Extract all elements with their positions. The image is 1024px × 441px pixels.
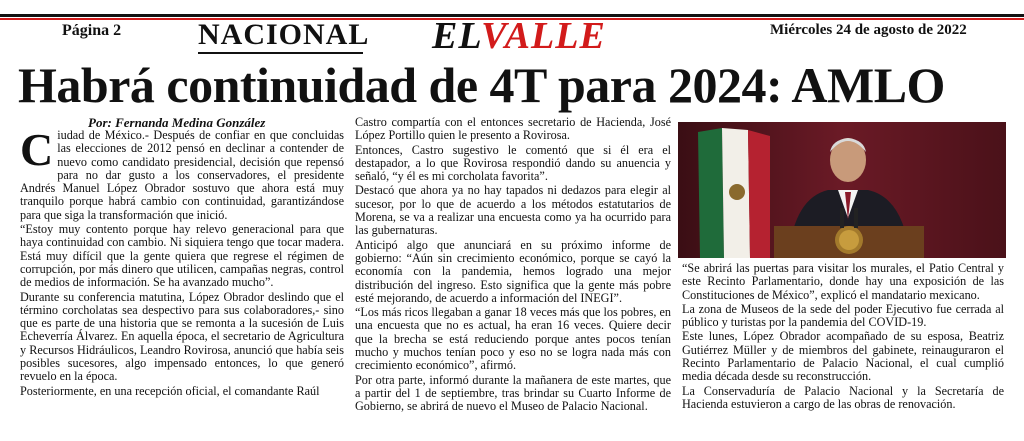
photo-illustration bbox=[678, 122, 1006, 258]
paragraph: Castro compartía con el entonces secretario de Hacienda, José López Portillo quien le presento a Rovirosa. bbox=[355, 115, 671, 143]
paragraph: Posteriormente, en una recepción oficial, el comandante Raúl bbox=[20, 383, 320, 398]
paragraph: Entonces, Castro sugestivo le comentó que si él era el destapador, a lo que Rovirosa respondió dando su anuencia y señaló, “y él es mi corcholata favorita”. bbox=[355, 142, 671, 184]
paragraph: “Estoy muy contento porque hay relevo generacional para que haya continuidad con cambio. Ni siquiera tengo que tocar madera. Está muy difícil que la gente quiera que regrese el régimen de corrupción, por más dinero que utilicen, campañas negras, control de medios de información. Se ha avanzado mucho”. bbox=[20, 222, 344, 290]
section-underline bbox=[198, 52, 363, 54]
paragraph: Destacó que ahora ya no hay tapados ni dedazos para elegir al sucesor, por lo que de acuerdo a los métodos estatutarios de Morena, se va a realizar una encuesta como ya ha ocurrido para las gubernaturas. bbox=[355, 183, 671, 238]
article-column-1 bbox=[20, 124, 344, 399]
article-column-2 bbox=[355, 116, 671, 415]
article-photo bbox=[678, 122, 1006, 258]
issue-date: Miércoles 24 de agosto de 2022 bbox=[770, 22, 967, 38]
drop-cap: C bbox=[20, 124, 54, 175]
paragraph: Ciudad de México.- Después de confiar en que concluidas las elecciones de 2012 pensó en declinar a contender de nuevo como candidato presidencial, decisión que repensó para no dar gusto a los conservadores, el presidente Andrés Manuel López Obrador sostuvo que ahora está muy tranquilo porque habrá cambio con continuidad, garantizándose para que siga la transformación que inició. bbox=[20, 124, 344, 222]
article-column-3 bbox=[682, 262, 1004, 412]
paragraph: La zona de Museos de la sede del poder Ejecutivo fue cerrada al público y turistas por la pandemia del COVID-19. bbox=[682, 301, 1004, 330]
byline: Por: Fernanda Medina González bbox=[88, 115, 266, 130]
headline: Habrá continuidad de 4T para 2024: AMLO bbox=[18, 57, 945, 113]
paragraph: “Los más ricos llegaban a ganar 18 veces más que los pobres, en una encuesta que no es actual, ha eran 16 veces. Quiere decir que la brecha se está reduciendo porque antes pocos tenían mucho y muchos tenían poco y eso no se logra nada más con crecimiento económico”, afirmó. bbox=[355, 305, 671, 373]
logo-part-1: EL bbox=[432, 15, 482, 57]
paragraph: Anticipó algo que anunciará en su próximo informe de gobierno: “Aún sin crecimiento económico, porque se cayó la economía con la pandemia, hemos logrado una mejor distribución del ingreso. Esto significa que la gente más pobre esté mejorando, de acuerdo a información del INEGI”. bbox=[355, 237, 671, 305]
logo-part-2: VALLE bbox=[481, 15, 606, 57]
paragraph: Este lunes, López Obrador acompañado de su esposa, Beatriz Gutiérrez Müller y de miembros del gabinete, reinauguraron el Recinto Parlamentario de Palacio Nacional, el cual cumplió media década desde su reconstrucción. bbox=[682, 329, 1004, 384]
page-number: Página 2 bbox=[62, 22, 122, 39]
paragraph: Durante su conferencia matutina, López Obrador deslindo que el término corcholatas sea despectivo para sus colaboradores,- sino que es parte de una historia que se remonta a la sucesión de Luis Echeverría Álvarez. En aquella época, el secretario de Agricultura y Recursos Hidráulicos, Leandro Rovirosa, anunció que había seis posibles sucesores, algo impensado entonces, lo que generó revuelo en la época. bbox=[20, 289, 344, 384]
paragraph: “Se abrirá las puertas para visitar los murales, el Patio Central y este Recinto Parlamentario, donde hay una exposición de las Constituciones de México”, explicó el mandatario mexicano. bbox=[682, 261, 1004, 302]
newspaper-logo bbox=[432, 14, 606, 58]
paragraph: Por otra parte, informó durante la mañanera de este martes, que a partir del 1 de septiembre, tras brindar su Cuarto Informe de Gobierno, se abrirá de nuevo el Museo de Palacio Nacional. bbox=[355, 372, 671, 414]
paragraph: La Conservaduría de Palacio Nacional y la Secretaría de Hacienda estuvieron a cargo de las obras de renovación. bbox=[682, 383, 1004, 411]
section-title: NACIONAL bbox=[198, 18, 370, 51]
